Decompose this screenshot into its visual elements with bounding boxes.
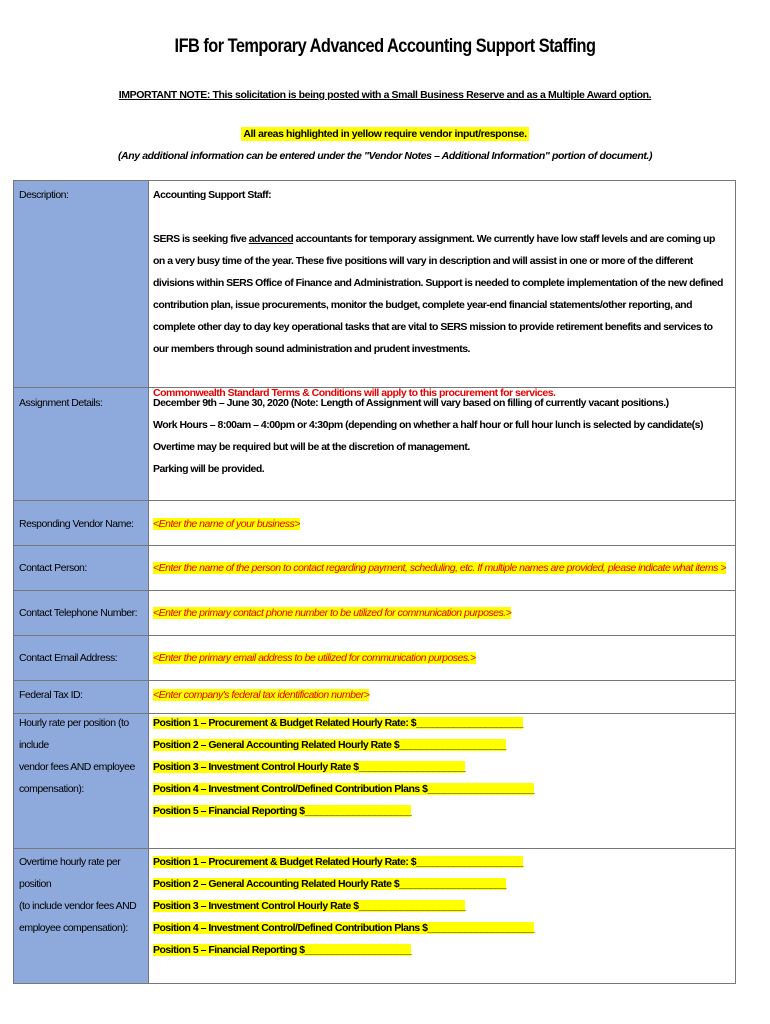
overtime-position-3-field[interactable]: Position 3 – Investment Control Hourly Rate $____________________ bbox=[153, 900, 466, 912]
row-divider bbox=[14, 635, 735, 636]
assignment-hours: Work Hours – 8:00am – 4:00pm or 4:30pm (depending on whether a half hour or full hour lunch is selected by candidate(s) bbox=[153, 419, 704, 431]
important-note: IMPORTANT NOTE: This solicitation is being posted with a Small Business Reserve and as a Multiple Award option. bbox=[118, 89, 652, 101]
highlight-note-text: All areas highlighted in yellow require vendor input/response. bbox=[243, 128, 527, 140]
row-divider bbox=[14, 590, 735, 591]
assignment-dates: December 9th – June 30, 2020 (Note: Length of Assignment will vary based on filling of currently vacant positions.) bbox=[153, 397, 669, 409]
hourly-rate-positions bbox=[153, 712, 728, 822]
hourly-position-3-field[interactable]: Position 3 – Investment Control Hourly Rate $____________________ bbox=[153, 761, 466, 773]
description-label: Description: bbox=[19, 189, 69, 201]
description-value bbox=[153, 184, 728, 404]
overtime-rate-positions bbox=[153, 851, 728, 961]
overtime-rate-label-line: Overtime hourly rate per position bbox=[19, 856, 121, 890]
tax-id-placeholder[interactable]: <Enter company's federal tax identification number> bbox=[153, 689, 370, 701]
tax-id-label: Federal Tax ID: bbox=[19, 689, 83, 701]
contact-phone-placeholder[interactable]: <Enter the primary contact phone number to be utilized for communication purposes.> bbox=[153, 607, 512, 619]
hourly-rate-label-line: Hourly rate per position (to include bbox=[19, 717, 129, 751]
tax-id-field[interactable] bbox=[153, 684, 728, 706]
hourly-rate-label-line: compensation): bbox=[19, 783, 84, 795]
description-heading: Accounting Support Staff: bbox=[153, 189, 272, 201]
contact-person-placeholder[interactable]: <Enter the name of the person to contact regarding payment, scheduling, etc. If multiple names are provided, please indicate what items > bbox=[153, 562, 726, 574]
vendor-name-label: Responding Vendor Name: bbox=[19, 518, 134, 530]
contact-email-placeholder[interactable]: <Enter the primary email address to be utilized for communication purposes.> bbox=[153, 652, 476, 664]
hourly-position-4-field[interactable]: Position 4 – Investment Control/Defined Contribution Plans $____________________ bbox=[153, 783, 535, 795]
overtime-position-1-field[interactable]: Position 1 – Procurement & Budget Related Hourly Rate: $____________________ bbox=[153, 856, 523, 868]
row-divider bbox=[14, 545, 735, 546]
highlight-note bbox=[0, 128, 770, 140]
contact-phone-field[interactable] bbox=[153, 602, 728, 624]
overtime-position-4-field[interactable]: Position 4 – Investment Control/Defined Contribution Plans $____________________ bbox=[153, 922, 535, 934]
contact-person-field[interactable] bbox=[153, 557, 728, 579]
description-text: SERS is seeking five bbox=[153, 233, 249, 245]
overtime-position-2-field[interactable]: Position 2 – General Accounting Related Hourly Rate $____________________ bbox=[153, 878, 506, 890]
row-divider bbox=[14, 680, 735, 681]
hourly-position-1-field[interactable]: Position 1 – Procurement & Budget Related Hourly Rate: $____________________ bbox=[153, 717, 523, 729]
hourly-position-5-field[interactable]: Position 5 – Financial Reporting $____________________ bbox=[153, 805, 412, 817]
description-paragraph bbox=[153, 228, 728, 360]
hourly-rate-label-line: vendor fees AND employee bbox=[19, 761, 135, 773]
overtime-rate-label-line: employee compensation): bbox=[19, 922, 128, 934]
hourly-position-2-field[interactable]: Position 2 – General Accounting Related Hourly Rate $____________________ bbox=[153, 739, 506, 751]
contact-phone-label: Contact Telephone Number: bbox=[19, 607, 138, 619]
contact-email-label: Contact Email Address: bbox=[19, 652, 118, 664]
row-divider bbox=[14, 500, 735, 501]
assignment-label: Assignment Details: bbox=[19, 397, 103, 409]
assignment-value bbox=[153, 392, 728, 480]
vendor-name-placeholder[interactable]: <Enter the name of your business> bbox=[153, 518, 300, 530]
assignment-parking: Parking will be provided. bbox=[153, 463, 265, 475]
additional-info-note: (Any additional information can be entered under the "Vendor Notes – Additional Information" portion of document.) bbox=[117, 150, 653, 162]
page-title: IFB for Temporary Advanced Accounting Support Staffing bbox=[174, 36, 596, 57]
description-underlined-word: advanced bbox=[248, 233, 294, 245]
contact-person-label: Contact Person: bbox=[19, 562, 87, 574]
description-text-rest: accountants for temporary assignment. We currently have low staff levels and are coming up on a very busy time of the year. These five positions will vary in description and will assist in one or more of the different divisions within SERS Office of Finance and Administration. Support is needed to complete implementation of the new defined contribution plan, issue procurements, monitor the budget, complete year-end financial statements/other reporting, and complete other day to day key operational tasks that are vital to SERS mission to provide retirement benefits and services to our members through sound administration and prudent investments. bbox=[153, 233, 723, 355]
assignment-overtime: Overtime may be required but will be at the discretion of management. bbox=[153, 441, 470, 453]
overtime-rate-label-line: (to include vendor fees AND bbox=[19, 900, 137, 912]
form-table bbox=[13, 180, 736, 984]
vendor-name-field[interactable] bbox=[153, 513, 728, 535]
hourly-rate-label bbox=[19, 712, 147, 800]
row-divider bbox=[14, 848, 735, 849]
terms-notice: Commonwealth Standard Terms & Conditions will apply to this procurement for services. bbox=[153, 387, 556, 399]
overtime-rate-label bbox=[19, 851, 147, 939]
contact-email-field[interactable] bbox=[153, 647, 728, 669]
overtime-position-5-field[interactable]: Position 5 – Financial Reporting $____________________ bbox=[153, 944, 412, 956]
